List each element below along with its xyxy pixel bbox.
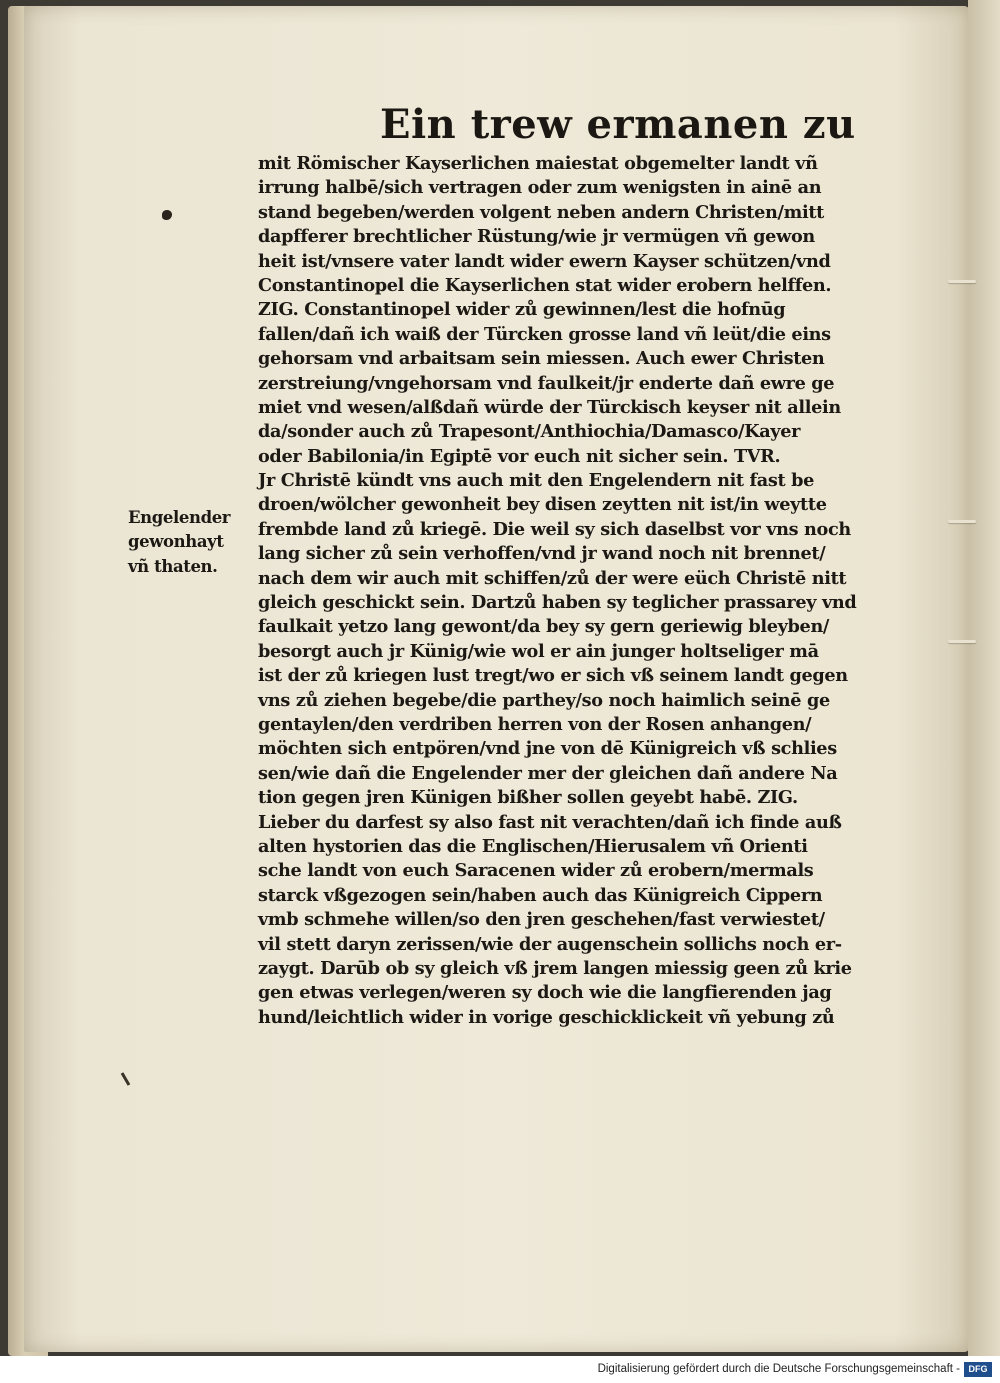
margin-note-line: Engelender [128, 508, 231, 527]
text-line: ZIG. Constantinopel wider zů gewinnen/lest die hofnūg [258, 299, 786, 321]
text-line: Lieber du darfest sy also fast nit verachten/dañ ich finde auß [258, 811, 842, 833]
binding-thread-icon [948, 520, 976, 523]
text-line: dapfferer brechtlicher Rüstung/wie jr vermügen vñ gewon [258, 226, 815, 248]
text-line: faulkait yetzo lang gewont/da bey sy gern geriewig bleyben/ [258, 616, 830, 638]
text-line: gehorsam vnd arbaitsam sein miessen. Auch ewer Christen [258, 348, 825, 370]
text-line: da/sonder auch zů Trapesont/Anthiochia/Damasco/Kayer [258, 421, 801, 443]
text-line: droen/wölcher gewonheit bey disen zeytten nit ist/in weytte [258, 494, 827, 516]
dfg-logo: DFG [964, 1362, 992, 1377]
text-line: oder Babilonia/in Egiptē vor euch nit sicher sein. TVR. [258, 445, 781, 467]
text-line: vil stett daryn zerissen/wie der augenschein sollichs noch er- [258, 933, 842, 955]
text-line: besorgt auch jr Künig/wie wol er ain junger holtseliger mā [258, 640, 819, 662]
text-line: ist der zů kriegen lust tregt/wo er sich vß seinem landt gegen [258, 665, 848, 687]
funding-credit: Digitalisierung gefördert durch die Deutsche Forschungsgemeinschaft - [597, 1363, 960, 1375]
margin-note-line: vñ thaten. [128, 556, 218, 576]
body-text [258, 152, 898, 1030]
text-line: zaygt. Darūb ob sy gleich vß jrem langen miessig geen zů krie [258, 957, 852, 979]
text-line: alten hystorien das die Englischen/Hierusalem vñ Orienti [258, 835, 808, 857]
text-line: gleich geschickt sein. Dartzů haben sy teglicher prassarey vnd [258, 592, 857, 614]
text-line: stand begeben/werden volgent neben andern Christen/mitt [258, 201, 824, 223]
facing-page-edge [968, 0, 1000, 1356]
text-line: mit Römischer Kayserlichen maiestat obgemelter landt vñ [258, 153, 818, 174]
text-line: tion gegen jren Künigen bißher sollen geyebt habē. ZIG. [258, 787, 798, 809]
text-line: vmb schmehe willen/so den jren geschehen/fast verwiestet/ [258, 909, 825, 931]
text-line: fallen/dañ ich waiß der Türcken grosse land vñ leüt/die eins [258, 323, 831, 345]
text-line: hund/leichtlich wider in vorige geschicklickeit vñ yebung zů [258, 1006, 835, 1028]
text-line: nach dem wir auch mit schiffen/zů der were eüch Christē nitt [258, 567, 847, 589]
binding-thread-icon [948, 640, 976, 643]
margin-note [128, 506, 263, 579]
text-line: vns zů ziehen begebe/die parthey/so noch haimlich seinē ge [258, 689, 830, 711]
text-line: gen etwas verlegen/weren sy doch wie die langfierenden jag [258, 982, 832, 1004]
text-line: heit ist/vnsere vater landt wider ewern Kayser schützen/vnd [258, 250, 831, 272]
text-line: sche landt von euch Saracenen wider zů erobern/mermals [258, 860, 814, 882]
running-header: Ein trew ermanen zu [380, 101, 856, 148]
text-line: gentaylen/den verdriben herren von der Rosen anhangen/ [258, 713, 812, 735]
binding-thread-icon [948, 280, 976, 283]
text-line: lang sicher zů sein verhoffen/vnd jr wand noch nit brennet/ [258, 543, 826, 565]
text-line: möchten sich entpören/vnd jne von dē Künigreich vß schlies [258, 738, 837, 760]
text-line: frembde land zů kriegē. Die weil sy sich daselbst vor vns noch [258, 518, 851, 540]
text-line: starck vßgezogen sein/haben auch das Künigreich Cippern [258, 884, 823, 906]
text-line: zerstreiung/vngehorsam vnd faulkeit/jr enderte dañ ewre ge [258, 372, 835, 394]
text-line: sen/wie dañ die Engelender mer der gleichen dañ andere Na [258, 762, 838, 784]
text-line: Constantinopel die Kayserlichen stat wider erobern helffen. [258, 274, 832, 296]
margin-note-line: gewonhayt [128, 532, 224, 552]
text-line: irrung halbē/sich vertragen oder zum wenigsten in ainē an [258, 177, 822, 199]
text-line: Jr Christē kündt vns auch mit den Engelendern nit fast be [258, 470, 815, 492]
text-line: miet vnd wesen/alßdañ würde der Türckisch keyser nit allein [258, 396, 841, 418]
